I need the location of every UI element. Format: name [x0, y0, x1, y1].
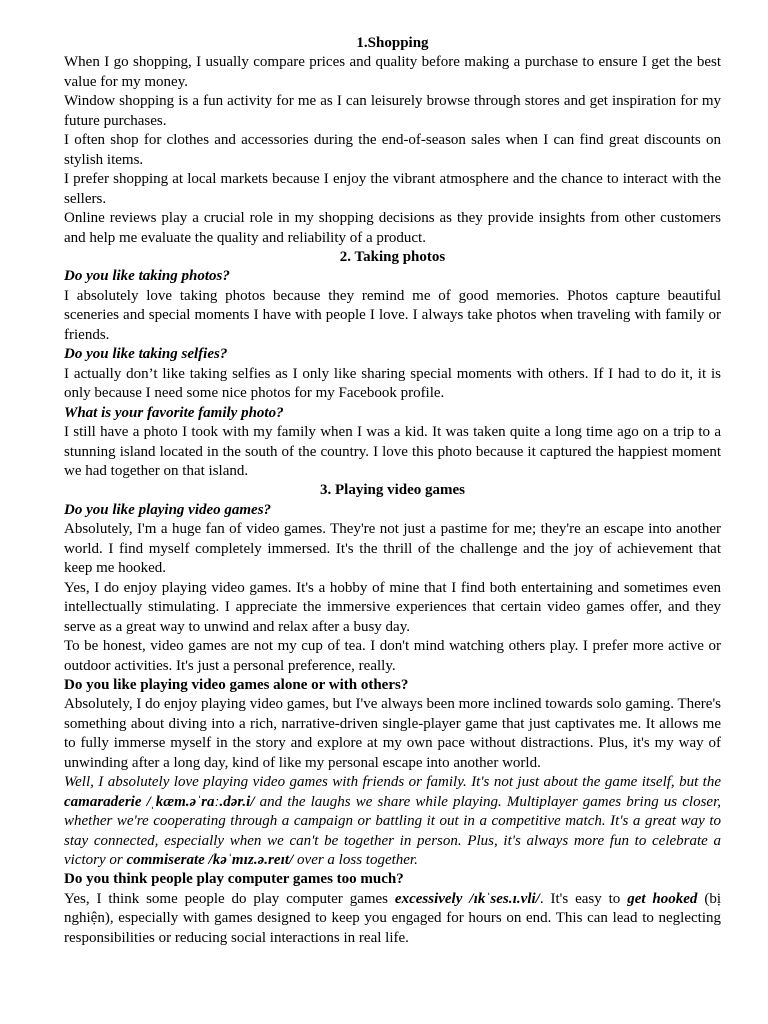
answer-text: (bị nghiện), especially with games designed to keep you engaged for hours on end. This can lead to neglecting responsibilities or reducing social interactions in real life.	[64, 890, 721, 946]
vocabulary-term: commiserate /kəˈmɪz.ə.reɪt/	[126, 852, 294, 869]
section-title-taking-photos: 2. Taking photos	[339, 248, 446, 265]
answer: I absolutely love taking photos because they remind me of good memories. Photos capture beautiful sceneries and special moments I have with people I love. I always take photos when traveling with family or friends.	[64, 287, 721, 343]
question: Do you like playing video games alone or with others?	[64, 676, 409, 693]
paragraph: When I go shopping, I usually compare prices and quality before making a purchase to ensure I get the best value for my money.	[64, 54, 721, 90]
answer: I still have a photo I took with my family when I was a kid. It was taken quite a long time ago on a trip to a stunning island located in the south of the country. I love this photo because it captured the happiest moment we had together on that island.	[64, 424, 721, 479]
paragraph: I often shop for clothes and accessories during the end-of-season sales when I can find great discounts on stylish items.	[64, 132, 721, 168]
answer-text: Yes, I think some people do play computer games	[64, 890, 395, 907]
answer-text: Well, I absolutely love playing video games with friends or family. It's not just about the game itself, but the	[64, 774, 721, 791]
answer-text: over a loss together.	[293, 852, 418, 869]
section-title-video-games: 3. Playing video games	[320, 482, 465, 499]
question: Do you like playing video games?	[64, 501, 272, 518]
answer-text: . It's easy to	[539, 890, 628, 907]
answer: Absolutely, I'm a huge fan of video games. They're not just a pastime for me; they're an escape into another world. I find myself completely immersed. It's the thrill of the challenge and the joy of achievement that keep me hooked.	[64, 521, 721, 577]
paragraph: Window shopping is a fun activity for me as I can leisurely browse through stores and get inspiration for my future purchases.	[64, 93, 721, 129]
vocabulary-term: excessively /ɪkˈses.ɪ.vli/	[394, 890, 540, 907]
answer: Absolutely, I do enjoy playing video games, but I've always been more inclined towards solo gaming. There's something about diving into a rich, narrative-driven single-player game that just captivates me. It allows me to fully immerse myself in the story and explore at my own pace without distractions. Plus, it's my way of unwinding after a long day, kind of like my personal escape into another world.	[64, 696, 721, 771]
answer: I actually don’t like taking selfies as I only like sharing special moments with others. If I had to do it, it is only because I need some nice photos for my Facebook profile.	[64, 365, 721, 402]
question: What is your favorite family photo?	[64, 404, 284, 421]
answer: Yes, I do enjoy playing video games. It's a hobby of mine that I find both entertaining and sometimes even intellectually stimulating. I appreciate the immersive experiences that certain video games offer, and they serve as a great way to unwind and relax after a busy day.	[64, 579, 721, 635]
paragraph: I prefer shopping at local markets because I enjoy the vibrant atmosphere and the chance to interact with the sellers.	[64, 171, 721, 207]
answer	[64, 890, 721, 948]
answer-text: and the laughs we share while playing. Multiplayer games bring us closer, whether we're cooperating through a campaign or battling it out in a competitive match. It's a great way to stay connected, especially when we can't be together in person. Plus, it's always more fun to celebrate a victory or	[64, 793, 721, 869]
paragraph: Online reviews play a crucial role in my shopping decisions as they provide insights from other customers and help me evaluate the quality and reliability of a product.	[64, 210, 721, 246]
section-title-shopping: 1.Shopping	[356, 35, 429, 51]
answer-alternative	[64, 773, 721, 870]
vocabulary-term: get hooked	[627, 890, 698, 907]
question: Do you like taking selfies?	[64, 346, 228, 363]
question: Do you like taking photos?	[64, 268, 230, 285]
answer: To be honest, video games are not my cup of tea. I don't mind watching others play. I prefer more active or outdoor activities. It's just a personal preference, really.	[64, 638, 721, 674]
question: Do you think people play computer games too much?	[64, 871, 404, 888]
vocabulary-term: camaraderie /ˌkæm.əˈrɑː.dər.i/	[64, 793, 255, 810]
